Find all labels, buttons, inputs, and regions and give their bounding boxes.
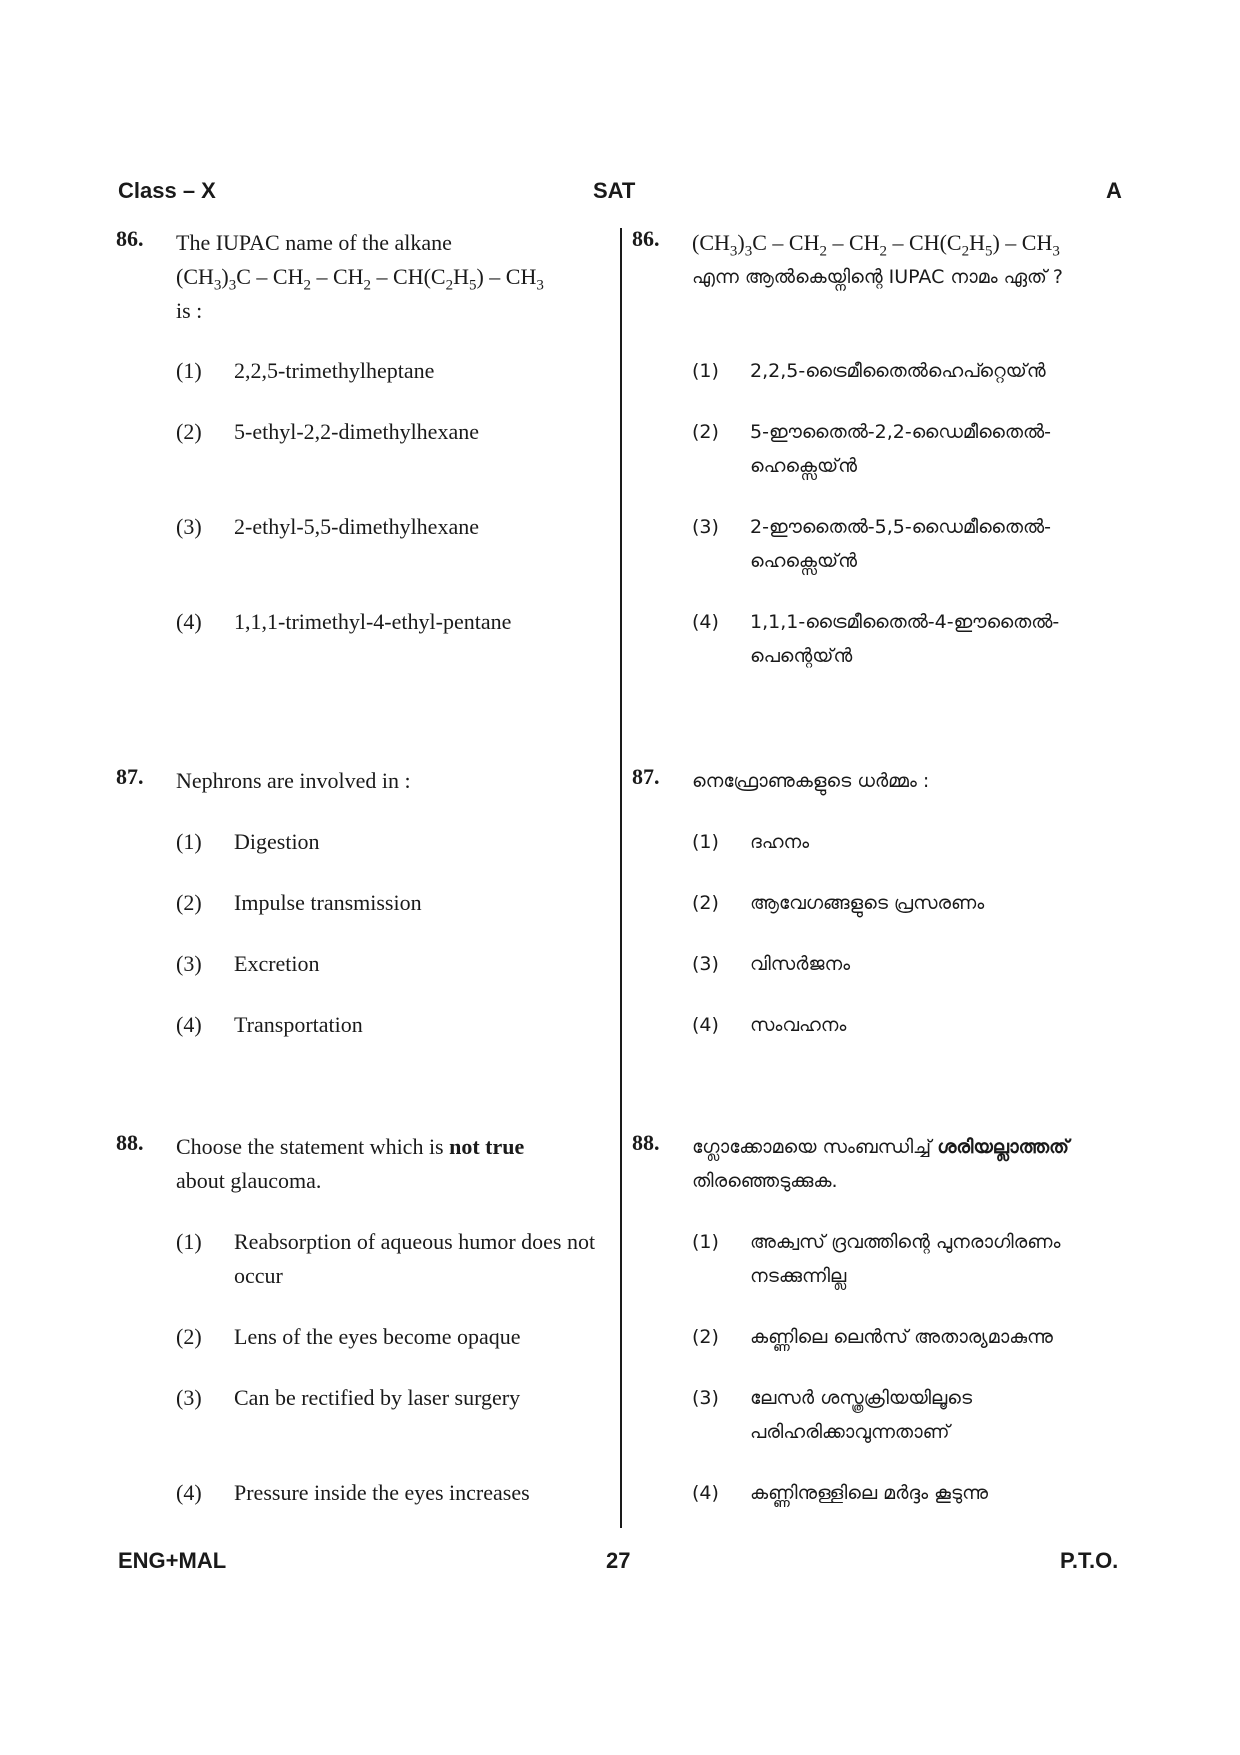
- footer-pto: P.T.O.: [1060, 1548, 1119, 1573]
- option-text: Pressure inside the eyes increases: [234, 1480, 530, 1505]
- footer-language: ENG+MAL: [118, 1548, 227, 1573]
- option-text: 2,2,5-trimethylheptane: [234, 358, 435, 383]
- option-1[interactable]: [176, 1225, 606, 1293]
- header-class: Class – X: [118, 178, 216, 203]
- option-text: Digestion: [234, 829, 320, 854]
- question-text: [692, 226, 1124, 294]
- option-1[interactable]: [692, 825, 1124, 859]
- page-number: 27: [606, 1548, 631, 1573]
- option-1[interactable]: [692, 1225, 1124, 1293]
- option-text: 5-ethyl-2,2-dimethylhexane: [234, 419, 479, 444]
- option-4[interactable]: [692, 1008, 1124, 1042]
- option-text: Lens of the eyes become opaque: [234, 1324, 521, 1349]
- question-88-ml: [632, 1130, 1124, 1504]
- option-number: (2): [176, 1324, 202, 1349]
- option-2[interactable]: [692, 886, 1124, 920]
- option-number: (1): [176, 1229, 202, 1254]
- question-text: [176, 226, 606, 328]
- question-number: 87.: [116, 764, 144, 789]
- question-86-ml: [632, 226, 1124, 667]
- column-divider: [620, 228, 622, 1528]
- option-text: 1,1,1-trimethyl-4-ethyl-pentane: [234, 609, 512, 634]
- question-number: 86.: [116, 226, 144, 251]
- option-number: (1): [176, 829, 202, 854]
- question-suffix: about glaucoma.: [176, 1168, 322, 1193]
- question-emphasis: ശരിയല്ലാത്തത്: [937, 1136, 1069, 1158]
- option-text: Impulse transmission: [234, 890, 422, 915]
- option-3[interactable]: [692, 947, 1124, 981]
- option-text: സംവഹനം: [750, 1014, 847, 1036]
- option-text: 1,1,1-ട്രൈമീതൈൽ-4-ഈതൈൽ-പെന്റെയ്ൻ: [750, 611, 1060, 667]
- option-text: ആവേഗങ്ങളുടെ പ്രസരണം: [750, 892, 985, 914]
- option-number: (4): [176, 1012, 202, 1037]
- header-series: A: [1106, 178, 1122, 203]
- option-3[interactable]: [176, 1381, 606, 1415]
- question-prefix: ഗ്ലോക്കോമയെ സംബന്ധിച്ച്: [692, 1136, 932, 1158]
- option-4[interactable]: [176, 605, 606, 639]
- option-number: (4): [692, 1014, 719, 1036]
- option-number: (2): [692, 1326, 719, 1348]
- option-text: അക്വസ് ദ്രവത്തിന്റെ പുനരാഗിരണം നടക്കുന്നില്ല: [750, 1231, 1061, 1287]
- option-4[interactable]: [692, 605, 1124, 673]
- question-text: [692, 1130, 1124, 1198]
- option-3[interactable]: [176, 510, 606, 544]
- option-number: (3): [692, 953, 719, 975]
- option-number: (4): [692, 611, 719, 633]
- option-4[interactable]: [176, 1476, 606, 1510]
- option-text: 2-ഈതൈൽ-5,5-ഡൈമീതൈൽ-ഹെക്സെയ്ൻ: [750, 516, 1051, 572]
- option-text: Transportation: [234, 1012, 363, 1037]
- option-2[interactable]: [176, 886, 606, 920]
- option-number: (4): [692, 1482, 719, 1504]
- option-number: (3): [692, 1387, 719, 1409]
- option-text: Excretion: [234, 951, 320, 976]
- option-1[interactable]: [176, 825, 606, 859]
- question-88-en: [116, 1130, 606, 1505]
- option-text: 2,2,5-ട്രൈമീതൈൽഹെപ്റ്റെയ്ൻ: [750, 360, 1046, 382]
- question-emphasis: not true: [449, 1134, 525, 1159]
- option-text: ലേസർ ശസ്ത്രക്രിയയിലൂടെ പരിഹരിക്കാവുന്നതാണ്: [750, 1387, 973, 1443]
- option-2[interactable]: [692, 415, 1124, 483]
- question-text: [176, 1130, 606, 1198]
- option-2[interactable]: [692, 1320, 1124, 1354]
- option-number: (1): [176, 358, 202, 383]
- option-1[interactable]: [176, 354, 606, 388]
- option-2[interactable]: [176, 415, 606, 449]
- option-text: ദഹനം: [750, 831, 810, 853]
- question-number: 87.: [632, 764, 660, 789]
- question-text: നെഫ്രോണുകളുടെ ധർമ്മം :: [692, 770, 930, 792]
- question-number: 86.: [632, 226, 660, 251]
- question-86-en: [116, 226, 606, 634]
- option-number: (2): [176, 419, 202, 444]
- question-body: എന്ന ആൽകെയ്നിന്റെ IUPAC നാമം ഏത് ?: [692, 266, 1063, 288]
- option-text: കണ്ണിലെ ലെൻസ് അതാര്യമാകുന്നു: [750, 1326, 1053, 1348]
- option-number: (4): [176, 1480, 202, 1505]
- option-number: (1): [692, 360, 719, 382]
- alkane-formula: $(CH_3)_3C - CH_2 - CH_2 - CH(C_2H_5) - CH_3$: [176, 264, 544, 294]
- question-text: Nephrons are involved in :: [176, 768, 411, 793]
- option-4[interactable]: [176, 1008, 606, 1042]
- option-number: (4): [176, 609, 202, 634]
- option-text: Reabsorption of aqueous humor does not occur: [234, 1229, 596, 1288]
- question-number: 88.: [116, 1130, 144, 1155]
- option-number: (3): [176, 1385, 202, 1410]
- option-text: വിസർജനം: [750, 953, 851, 975]
- option-number: (2): [692, 421, 719, 443]
- option-number: (2): [692, 892, 719, 914]
- option-number: (1): [692, 1231, 719, 1253]
- option-3[interactable]: [176, 947, 606, 981]
- option-text: കണ്ണിനുള്ളിലെ മർദ്ദം കൂടുന്നു: [750, 1482, 988, 1504]
- alkane-formula: $(CH_3)_3C - CH_2 - CH_2 - CH(C_2H_5) - CH_3$: [692, 230, 1060, 260]
- option-4[interactable]: [692, 1476, 1124, 1510]
- option-3[interactable]: [692, 1381, 1124, 1449]
- option-2[interactable]: [176, 1320, 606, 1354]
- option-number: (3): [176, 951, 202, 976]
- question-intro: The IUPAC name of the alkane: [176, 230, 452, 255]
- question-87-en: [116, 764, 606, 1037]
- option-number: (3): [692, 516, 719, 538]
- option-number: (3): [176, 514, 202, 539]
- option-1[interactable]: [692, 354, 1124, 388]
- option-3[interactable]: [692, 510, 1124, 578]
- option-text: 5-ഈതൈൽ-2,2-ഡൈമീതൈൽ-ഹെക്സെയ്ൻ: [750, 421, 1051, 477]
- question-number: 88.: [632, 1130, 660, 1155]
- question-prefix: Choose the statement which is: [176, 1134, 444, 1159]
- option-number: (1): [692, 831, 719, 853]
- question-suffix: തിരഞ്ഞെടുക്കുക.: [692, 1170, 838, 1192]
- option-text: Can be rectified by laser surgery: [234, 1385, 521, 1410]
- question-suffix: is :: [176, 298, 203, 323]
- question-87-ml: [632, 764, 1124, 1036]
- option-text: 2-ethyl-5,5-dimethylhexane: [234, 514, 479, 539]
- header-exam: SAT: [593, 178, 636, 203]
- option-number: (2): [176, 890, 202, 915]
